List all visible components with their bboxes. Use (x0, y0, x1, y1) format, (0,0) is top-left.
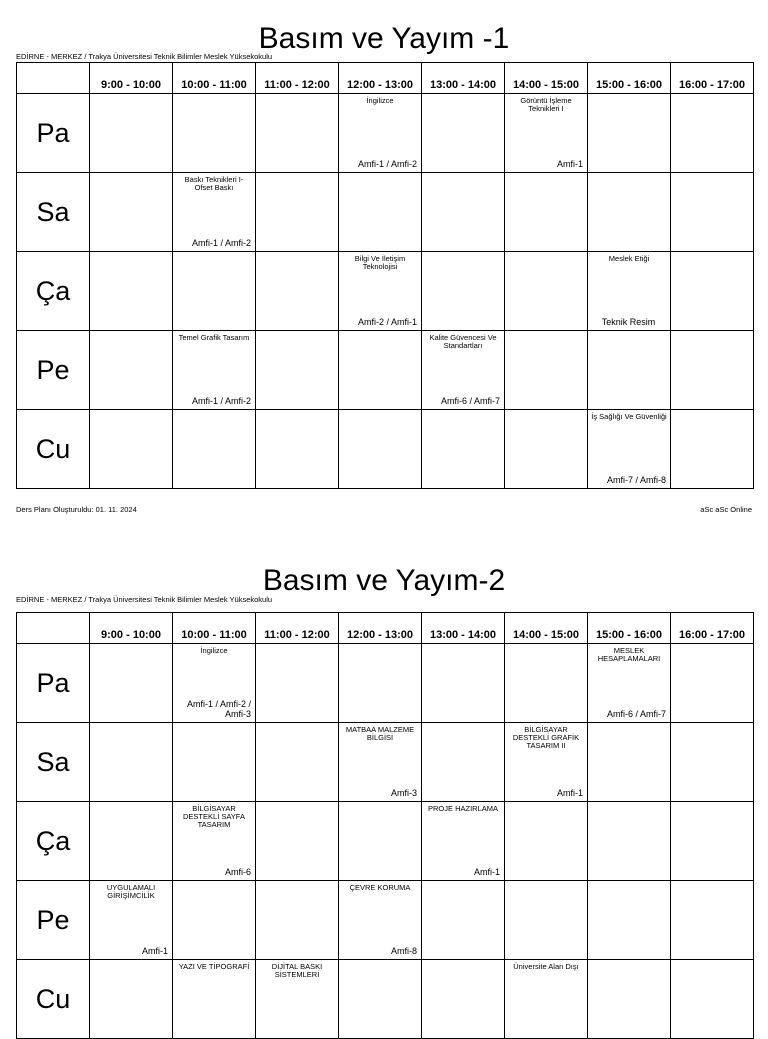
empty-cell (422, 723, 505, 802)
lesson-cell (339, 881, 422, 960)
day-label: Ça (17, 802, 90, 881)
footer-created-date: Ders Planı Oluşturuldu: 01. 11. 2024 (16, 505, 137, 514)
lesson-subject: Üniversite Alan Dışı (513, 962, 579, 971)
lesson-subject: BİLGİSAYAR DESTEKLİ GRAFİK TASARIM II (512, 725, 580, 750)
lesson-room: Amfi-1 (556, 159, 583, 169)
empty-cell (256, 802, 339, 881)
empty-cell (422, 960, 505, 1039)
empty-cell (256, 881, 339, 960)
lesson-room: Amfi-1 / Amfi-2 / Amfi-3 (186, 699, 251, 719)
lesson-subject: Görüntü İşleme Teknikleri I (520, 96, 572, 113)
lesson-room: Amfi-1 / Amfi-2 (191, 238, 251, 248)
lesson-room: Teknik Resim (601, 317, 656, 327)
time-slot-header: 10:00 - 11:00 (173, 613, 256, 644)
empty-cell (671, 960, 754, 1039)
time-slot-header: 13:00 - 14:00 (422, 613, 505, 644)
empty-cell (90, 802, 173, 881)
time-slot-header: 16:00 - 17:00 (671, 613, 754, 644)
lesson-subject: İş Sağlığı Ve Güvenliği (591, 412, 667, 421)
lesson-cell (173, 802, 256, 881)
lesson-subject: Bilgi Ve İletişim Teknolojisi (354, 254, 406, 271)
time-slot-header: 9:00 - 10:00 (90, 63, 173, 94)
empty-cell (588, 960, 671, 1039)
lesson-subject: MATBAA MALZEME BİLGİSİ (345, 725, 415, 742)
day-label: Pe (17, 881, 90, 960)
day-label: Sa (17, 723, 90, 802)
corner-cell (17, 613, 90, 644)
lesson-subject: UYGULAMALI GİRİŞİMCİLİK (106, 883, 156, 900)
lesson-subject: DİJİTAL BASKI SİSTEMLERİ (271, 962, 323, 979)
lesson-subject: YAZI VE TİPOGRAFİ (178, 962, 250, 971)
lesson-room: Amfi-8 (390, 946, 417, 956)
empty-cell (173, 881, 256, 960)
lesson-subject: İngilizce (366, 96, 394, 105)
day-label: Cu (17, 960, 90, 1039)
empty-cell (671, 881, 754, 960)
footer-brand: aSc aSc Online (700, 505, 752, 514)
institution-label: EDİRNE - MERKEZ / Trakya Üniversitesi Teknik Bilimler Meslek Yüksekokulu (16, 52, 273, 61)
empty-cell (505, 644, 588, 723)
lesson-room: Amfi-7 / Amfi-8 (606, 475, 666, 485)
day-label: Pa (17, 94, 90, 173)
header-row (17, 613, 754, 644)
empty-cell (90, 644, 173, 723)
lesson-room: Amfi-6 (224, 867, 251, 877)
day-row (17, 802, 754, 881)
page-title: Basım ve Yayım -1 (258, 22, 510, 55)
empty-cell (90, 723, 173, 802)
lesson-room: Amfi-6 / Amfi-7 (440, 396, 500, 406)
empty-cell (505, 802, 588, 881)
empty-cell (671, 723, 754, 802)
institution-label: EDİRNE - MERKEZ / Trakya Üniversitesi Teknik Bilimler Meslek Yüksekokulu (16, 595, 273, 604)
lesson-subject: BİLGİSAYAR DESTEKLİ SAYFA TASARIM (183, 804, 245, 829)
time-slot-header: 16:00 - 17:00 (671, 63, 754, 94)
empty-cell (339, 960, 422, 1039)
lesson-subject: PROJE HAZIRLAMA (427, 804, 498, 813)
day-label: Cu (17, 410, 90, 489)
lesson-room: Amfi-1 (141, 946, 168, 956)
empty-cell (422, 881, 505, 960)
day-row (17, 644, 754, 723)
empty-cell (339, 644, 422, 723)
lesson-subject: ÇEVRE KORUMA (349, 883, 411, 892)
page-title: Basım ve Yayım-2 (262, 564, 506, 597)
lesson-cell (339, 723, 422, 802)
empty-cell (671, 644, 754, 723)
lesson-cell (173, 644, 256, 723)
lesson-subject: Baskı Teknikleri I-Ofset Baskı (184, 175, 244, 192)
empty-cell (90, 960, 173, 1039)
day-row (17, 881, 754, 960)
time-slot-header: 15:00 - 16:00 (588, 63, 671, 94)
time-slot-header: 9:00 - 10:00 (90, 613, 173, 644)
empty-cell (671, 802, 754, 881)
day-label: Ça (17, 252, 90, 331)
lesson-room: Amfi-1 (473, 867, 500, 877)
lesson-subject: Kalite Güvencesi Ve Standartları (429, 333, 497, 350)
time-slot-header: 14:00 - 15:00 (505, 613, 588, 644)
time-slot-header: 11:00 - 12:00 (256, 613, 339, 644)
empty-cell (173, 723, 256, 802)
time-slot-header: 13:00 - 14:00 (422, 63, 505, 94)
empty-cell (588, 802, 671, 881)
empty-cell (422, 644, 505, 723)
time-slot-header: 10:00 - 11:00 (173, 63, 256, 94)
day-label: Pa (17, 644, 90, 723)
day-label: Pe (17, 331, 90, 410)
empty-cell (588, 881, 671, 960)
lesson-subject: Temel Grafik Tasarım (178, 333, 250, 342)
empty-cell (256, 644, 339, 723)
empty-cell (256, 723, 339, 802)
time-slot-header: 12:00 - 13:00 (339, 613, 422, 644)
lesson-subject: MESLEK HESAPLAMALARI (597, 646, 661, 663)
lesson-room: Amfi-2 / Amfi-1 (357, 317, 417, 327)
lesson-cell (588, 644, 671, 723)
lesson-room: Amfi-1 / Amfi-2 (191, 396, 251, 406)
time-slot-header: 11:00 - 12:00 (256, 63, 339, 94)
lesson-cell (422, 802, 505, 881)
day-label: Sa (17, 173, 90, 252)
lesson-room: Amfi-1 (556, 788, 583, 798)
empty-cell (339, 802, 422, 881)
day-row (17, 960, 754, 1039)
lesson-cell (256, 960, 339, 1039)
day-row (17, 723, 754, 802)
lesson-cell (505, 723, 588, 802)
lesson-cell (505, 960, 588, 1039)
empty-cell (505, 881, 588, 960)
time-slot-header: 14:00 - 15:00 (505, 63, 588, 94)
lesson-room: Amfi-6 / Amfi-7 (606, 709, 666, 719)
lesson-room: Amfi-3 (390, 788, 417, 798)
timetable (16, 612, 754, 1039)
time-slot-header: 15:00 - 16:00 (588, 613, 671, 644)
lesson-cell (173, 960, 256, 1039)
lesson-subject: Meslek Etiği (608, 254, 650, 263)
lesson-room: Amfi-1 / Amfi-2 (357, 159, 417, 169)
lesson-cell (90, 881, 173, 960)
time-slot-header: 12:00 - 13:00 (339, 63, 422, 94)
empty-cell (588, 723, 671, 802)
lesson-subject: İngilizce (200, 646, 228, 655)
